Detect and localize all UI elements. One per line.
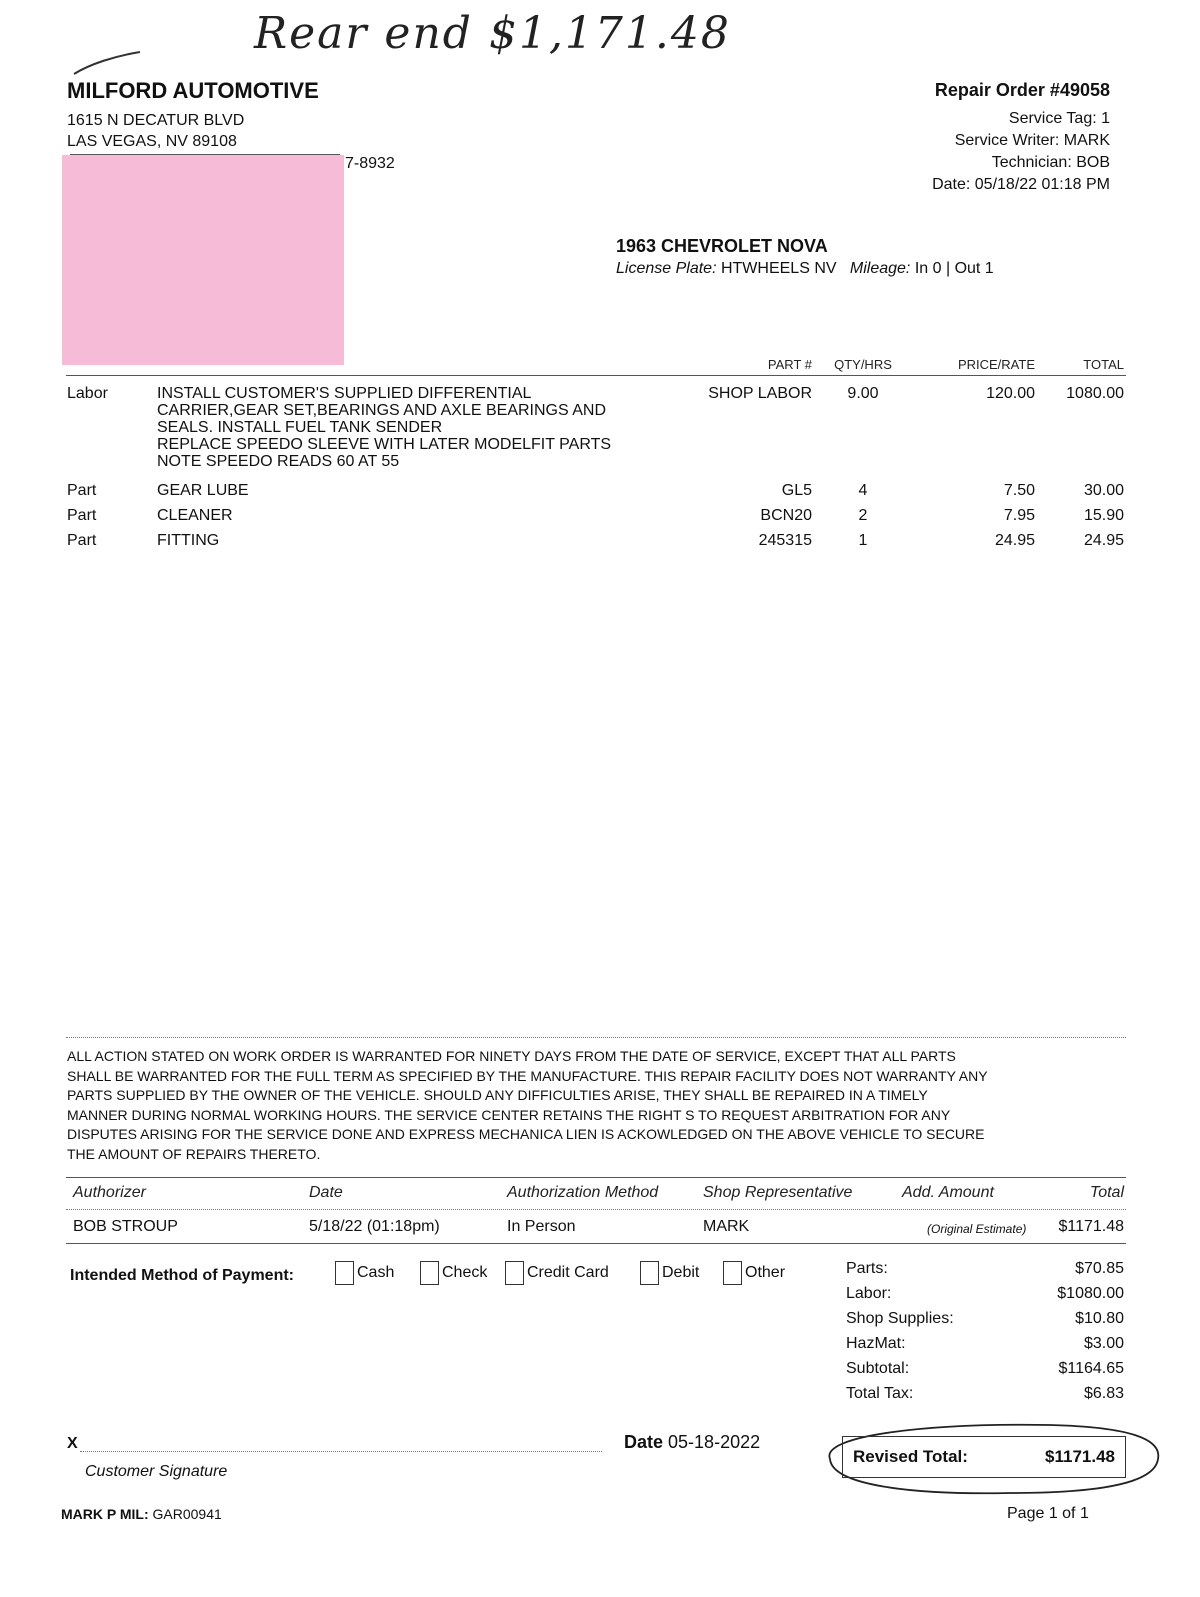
header-qty: QTY/HRS: [834, 357, 892, 372]
labor-total: 1080.00: [1066, 385, 1124, 402]
auth-header-method: Authorization Method: [507, 1184, 659, 1201]
payment-option-label: Debit: [662, 1264, 700, 1281]
warranty-line: THE AMOUNT OF REPAIRS THERETO.: [67, 1145, 321, 1162]
mileage-value: In 0 | Out 1: [914, 260, 994, 277]
order-date: Date: 05/18/22 01:18 PM: [932, 176, 1110, 193]
totals-row: [846, 1281, 1124, 1306]
totals-value: $6.83: [1083, 1385, 1124, 1402]
service-tag: Service Tag: 1: [1008, 110, 1110, 127]
plate-label: License Plate:: [616, 260, 717, 277]
auth-header-date: Date: [309, 1184, 343, 1201]
part-total: 15.90: [1083, 507, 1124, 524]
payment-option-cash[interactable]: [335, 1261, 394, 1285]
cash-checkbox[interactable]: [335, 1261, 354, 1285]
totals-value: $1164.65: [1058, 1360, 1124, 1377]
labor-qty: 9.00: [847, 385, 879, 402]
page-number: Page 1 of 1: [1007, 1505, 1089, 1522]
totals-summary: [846, 1256, 1124, 1406]
totals-row: [846, 1331, 1124, 1356]
labor-part: SHOP LABOR: [708, 385, 812, 402]
part-price: 7.50: [1003, 482, 1035, 499]
warranty-line: MANNER DURING NORMAL WORKING HOURS. THE SERVICE CENTER RETAINS THE RIGHT S TO REQUEST ARBITRATION FOR ANY: [67, 1106, 951, 1123]
footer-id-value: GAR00941: [152, 1506, 222, 1522]
shop-name: MILFORD AUTOMOTIVE: [67, 78, 319, 103]
repair-order-meta: [932, 108, 1110, 196]
repair-order-title: Repair Order #49058: [934, 80, 1110, 100]
auth-header-authorizer: Authorizer: [73, 1184, 146, 1201]
auth-method: In Person: [507, 1218, 576, 1235]
other-checkbox[interactable]: [723, 1261, 742, 1285]
pen-mark-icon: [70, 42, 145, 82]
part-qty: 2: [858, 507, 868, 524]
payment-option-label: Check: [442, 1264, 488, 1281]
revised-total-value: $1171.48: [1045, 1447, 1115, 1466]
totals-label: Parts:: [846, 1260, 888, 1277]
vehicle-name: 1963 CHEVROLET NOVA: [616, 236, 828, 256]
signature-date-label: Date: [624, 1432, 664, 1452]
header-part: PART #: [767, 357, 812, 372]
labor-desc-line: REPLACE SPEEDO SLEEVE WITH LATER MODELFIT PARTS: [157, 436, 612, 453]
redaction-block: [62, 155, 344, 365]
revised-total-label: Revised Total:: [853, 1447, 968, 1466]
part-number: 245315: [758, 532, 812, 549]
signature-caption: Customer Signature: [85, 1463, 228, 1480]
auth-header-total: Total: [1089, 1184, 1124, 1201]
payment-option-label: Credit Card: [527, 1264, 609, 1281]
totals-label: HazMat:: [846, 1335, 906, 1352]
auth-rep: MARK: [703, 1218, 750, 1235]
part-total: 24.95: [1083, 532, 1124, 549]
part-price: 7.95: [1003, 507, 1035, 524]
revised-total-box: [842, 1436, 1126, 1478]
shop-phone-partial: 7-8932: [345, 155, 395, 172]
part-qty: 1: [858, 532, 868, 549]
part-description: GEAR LUBE: [157, 482, 249, 499]
check-checkbox[interactable]: [420, 1261, 439, 1285]
mileage-label: Mileage:: [849, 260, 911, 277]
table-header-rule: [66, 375, 1126, 376]
totals-label: Total Tax:: [846, 1385, 914, 1402]
auth-header-add-amount: Add. Amount: [902, 1184, 994, 1201]
totals-label: Subtotal:: [846, 1360, 910, 1377]
auth-mid-rule: [66, 1209, 1126, 1210]
part-description: FITTING: [157, 532, 220, 549]
totals-row: [846, 1256, 1124, 1281]
warranty-text: [67, 1047, 1147, 1164]
header-total: TOTAL: [1083, 357, 1124, 372]
payment-option-credit-card[interactable]: [505, 1261, 609, 1285]
signature-date: [624, 1432, 760, 1453]
payment-option-label: Other: [745, 1264, 786, 1281]
part-qty: 4: [858, 482, 868, 499]
header-price: PRICE/RATE: [957, 357, 1035, 372]
shop-address: [67, 110, 244, 152]
auth-authorizer: BOB STROUP: [73, 1218, 178, 1235]
totals-label: Labor:: [846, 1285, 892, 1302]
shop-address-line1: 1615 N DECATUR BLVD: [67, 112, 245, 129]
plate-value: HTWHEELS NV: [720, 260, 837, 277]
credit-card-checkbox[interactable]: [505, 1261, 524, 1285]
totals-value: $70.85: [1075, 1260, 1124, 1277]
part-price: 24.95: [994, 532, 1035, 549]
payment-label: Intended Method of Payment:: [70, 1267, 294, 1284]
totals-label: Shop Supplies:: [846, 1310, 954, 1327]
totals-row: [846, 1381, 1124, 1406]
service-writer: Service Writer: MARK: [954, 132, 1110, 149]
warranty-line: ALL ACTION STATED ON WORK ORDER IS WARRANTED FOR NINETY DAYS FROM THE DATE OF SERVICE, EXCEPT THAT ALL PARTS: [67, 1048, 956, 1064]
part-item: Part: [67, 507, 97, 524]
auth-top-rule: [66, 1177, 1126, 1178]
debit-checkbox[interactable]: [640, 1261, 659, 1285]
payment-option-label: Cash: [357, 1264, 395, 1281]
signature-date-value: 05-18-2022: [668, 1432, 761, 1452]
part-number: GL5: [781, 482, 812, 499]
payment-option-other[interactable]: [723, 1261, 785, 1285]
auth-bottom-rule: [66, 1243, 1126, 1244]
signature-x: X: [67, 1435, 78, 1452]
auth-header-rep: Shop Representative: [703, 1184, 853, 1201]
footer-id: [61, 1506, 222, 1522]
warranty-line: DISPUTES ARISING FOR THE SERVICE DONE AND EXPRESS MECHANICA LIEN IS ACKOWLEDGED ON THE ABOVE VEHICLE TO SECURE: [67, 1126, 985, 1142]
totals-value: $10.80: [1075, 1310, 1124, 1327]
totals-row: [846, 1306, 1124, 1331]
part-item: Part: [67, 482, 97, 499]
part-item: Part: [67, 532, 97, 549]
labor-desc-line: SEALS. INSTALL FUEL TANK SENDER: [157, 419, 443, 436]
handwritten-annotation: Rear end $1,171.48: [254, 8, 731, 59]
auth-total: $1171.48: [1058, 1218, 1124, 1235]
labor-description: [157, 385, 611, 470]
signature-line[interactable]: [80, 1451, 602, 1452]
totals-value: $1080.00: [1057, 1285, 1124, 1302]
auth-date: 5/18/22 (01:18pm): [309, 1218, 440, 1235]
technician: Technician: BOB: [991, 154, 1110, 171]
vehicle-info: [616, 260, 994, 278]
shop-address-line2: LAS VEGAS, NV 89108: [67, 133, 237, 150]
labor-price: 120.00: [986, 385, 1035, 402]
auth-note: (Original Estimate): [927, 1222, 1027, 1236]
payment-option-debit[interactable]: [640, 1261, 699, 1285]
labor-item: Labor: [67, 385, 108, 402]
warranty-top-rule: [66, 1037, 1126, 1038]
part-total: 30.00: [1083, 482, 1124, 499]
warranty-line: PARTS SUPPLIED BY THE OWNER OF THE VEHICLE. SHOULD ANY DIFFICULTIES ARISE, THEY SHALL BE REPAIRED IN A TIMELY: [67, 1087, 928, 1103]
part-description: CLEANER: [157, 507, 233, 524]
totals-row: [846, 1356, 1124, 1381]
totals-value: $3.00: [1083, 1335, 1124, 1352]
warranty-line: SHALL BE WARRANTED FOR THE FULL TERM AS SPECIFIED BY THE MANUFACTURE. THIS REPAIR FACILITY DOES NOT WARRANTY ANY: [67, 1067, 988, 1084]
payment-option-check[interactable]: [420, 1261, 487, 1285]
labor-desc-line: INSTALL CUSTOMER'S SUPPLIED DIFFERENTIAL: [157, 385, 532, 402]
labor-desc-line: NOTE SPEEDO READS 60 AT 55: [157, 453, 400, 470]
footer-id-label: MARK P MIL:: [61, 1506, 149, 1522]
part-number: BCN20: [760, 507, 812, 524]
labor-desc-line: CARRIER,GEAR SET,BEARINGS AND AXLE BEARINGS AND: [157, 402, 607, 419]
